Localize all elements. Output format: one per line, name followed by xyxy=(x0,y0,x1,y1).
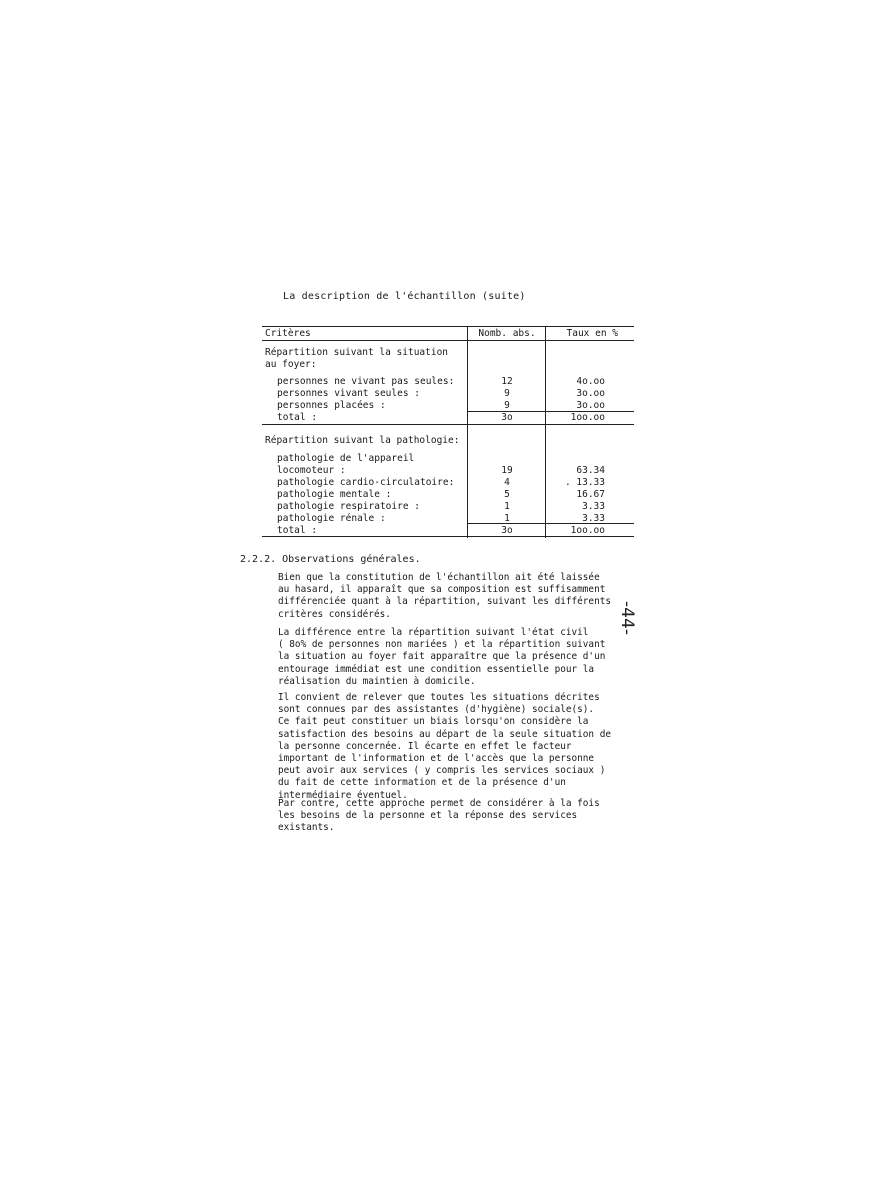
group2-total-rate: 1oo.oo xyxy=(570,525,605,536)
table-header-rule xyxy=(262,340,634,341)
header-criteria: Critères xyxy=(265,328,311,339)
table-row-count: 9 xyxy=(504,388,510,399)
table-row-label: pathologie de l'appareil xyxy=(277,453,415,464)
table-top-rule xyxy=(262,326,634,327)
table-row-rate: 3o.oo xyxy=(576,400,605,411)
paragraph: Bien que la constitution de l'échantillon ait été laissée au hasard, il apparaît que sa composition est suffisamment différenciée quant à la répartition, suivant les différents critères considérés. xyxy=(278,572,612,620)
header-count: Nomb. abs. xyxy=(478,328,536,339)
table-row-rate: 3.33 xyxy=(582,501,605,512)
table-row-rate: 3.33 xyxy=(582,513,605,524)
table-row-label: pathologie mentale : xyxy=(277,489,392,500)
table-row-label: personnes placées : xyxy=(277,400,386,411)
group2-total-count: 3o xyxy=(501,525,513,536)
table-row-label: pathologie respiratoire : xyxy=(277,501,420,512)
table-row-count: 9 xyxy=(504,400,510,411)
table-row-count: 12 xyxy=(501,376,513,387)
group1-title: Répartition suivant la situation xyxy=(265,347,449,358)
table-row-label: personnes ne vivant pas seules: xyxy=(277,376,455,387)
table-row-rate: 4o.oo xyxy=(576,376,605,387)
table-row-rate: 63.34 xyxy=(576,465,605,476)
table-row-rate: . 13.33 xyxy=(564,477,605,488)
table-row-rate: 16.67 xyxy=(576,489,605,500)
group1-total-label: total : xyxy=(277,412,318,423)
table-row-count: 1 xyxy=(504,513,510,524)
section-heading: 2.2.2. Observations générales. xyxy=(240,554,421,565)
table-row-label: personnes vivant seules : xyxy=(277,388,420,399)
document-title: La description de l'échantillon (suite) xyxy=(283,291,526,302)
table-row-rate: 3o.oo xyxy=(576,388,605,399)
header-rate: Taux en % xyxy=(566,328,618,339)
group1-total-rate: 1oo.oo xyxy=(570,412,605,423)
group2-title: Répartition suivant la pathologie: xyxy=(265,435,460,446)
table-row-count: 1 xyxy=(504,501,510,512)
group1-bottom-rule xyxy=(262,424,634,425)
table-row-count: 19 xyxy=(501,465,513,476)
table-row-label: locomoteur : xyxy=(277,465,346,476)
paragraph: Par contre, cette approche permet de considérer à la fois les besoins de la personne et la réponse des services existants. xyxy=(278,798,600,834)
table-row-count: 5 xyxy=(504,489,510,500)
paragraph: La différence entre la répartition suivant l'état civil ( 8o% de personnes non mariées ) et la répartition suivant la situation au foyer fait apparaître que la présence d'un entourage immédiat est une condition essentielle pour la réalisation du maintien à domicile. xyxy=(278,627,606,687)
table-row-label: pathologie cardio-circulatoire: xyxy=(277,477,455,488)
table-row-label: pathologie rénale : xyxy=(277,513,386,524)
table-col-divider-1 xyxy=(467,326,468,538)
group1-title-cont: au foyer: xyxy=(265,359,317,370)
paragraph: Il convient de relever que toutes les situations décrites sont connues par des assistantes (d'hygiène) sociale(s). Ce fait peut constituer un biais lorsqu'on considère la satisfaction des besoins au départ de la seule situation de la personne concernée. Il écarte en effet le facteur important de l'information et de l'accès que la personne peut avoir aux services ( y compris les services sociaux ) du fait de cette information et de la présence d'un intermédiaire éventuel. xyxy=(278,692,612,801)
margin-page-number xyxy=(612,590,642,646)
table-row-count: 4 xyxy=(504,477,510,488)
sample-description-table xyxy=(262,326,634,538)
margin-page-number-text: -44- xyxy=(617,601,637,635)
group1-total-count: 3o xyxy=(501,412,513,423)
group2-total-label: total : xyxy=(277,525,318,536)
